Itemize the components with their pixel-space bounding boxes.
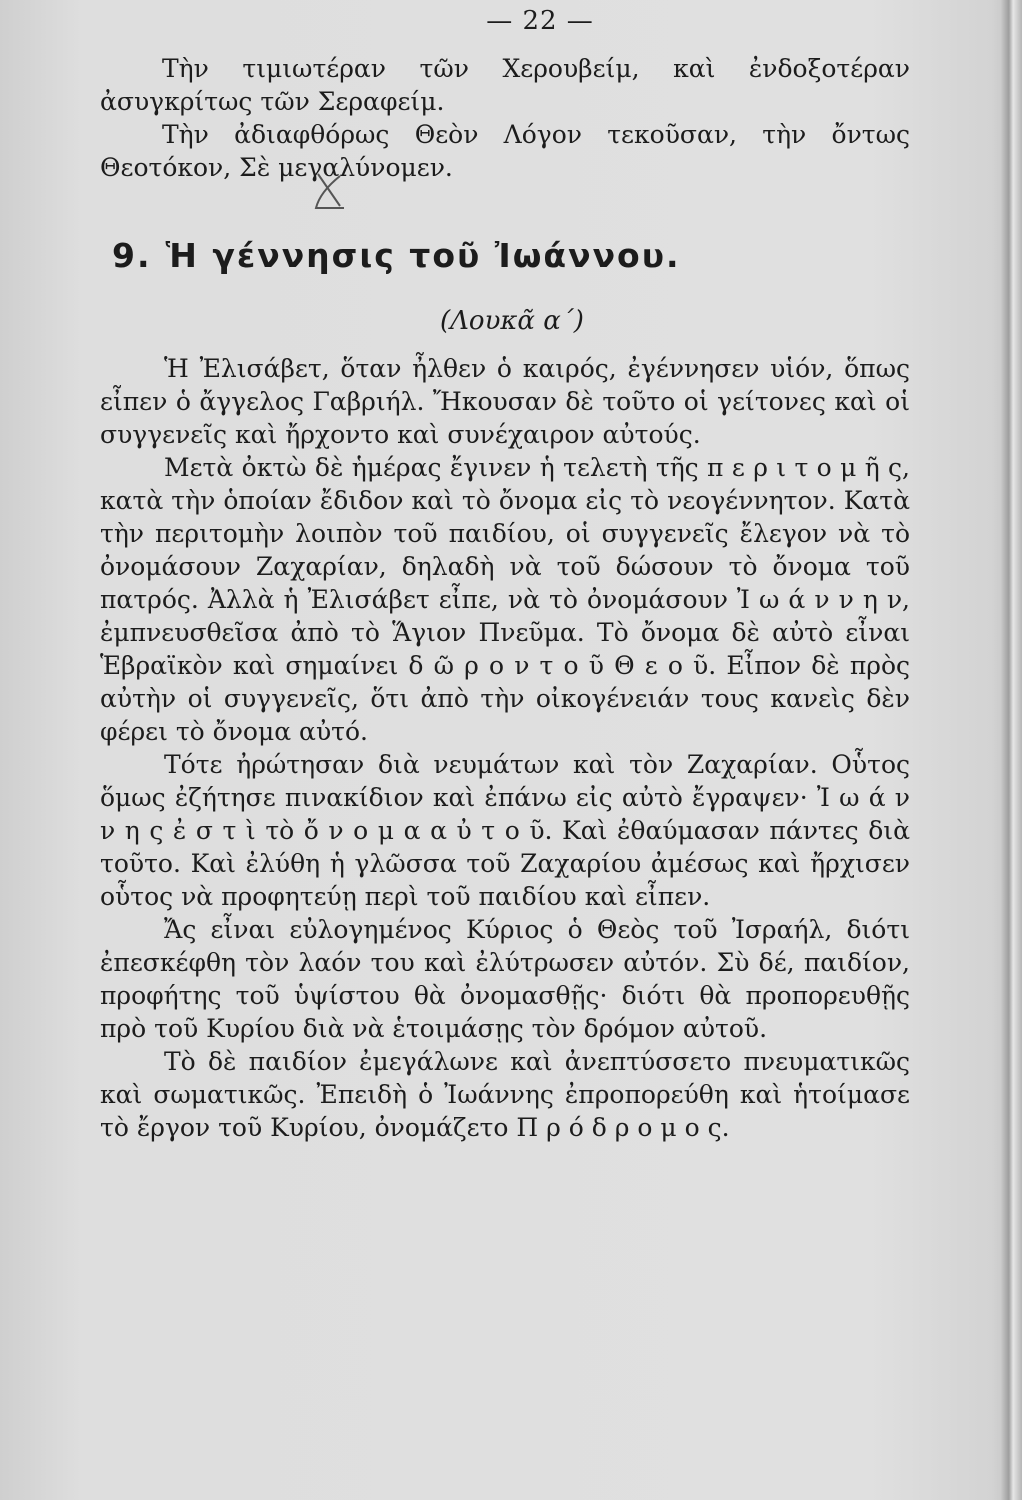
intro-paragraph: Τὴν τιμιωτέραν τῶν Χερουβείμ, καὶ ἐνδοξοτέραν ἀσυγκρίτως τῶν Σεραφείμ. <box>100 54 910 116</box>
body-paragraph: Ἄς εἶναι εὐλογημένος Κύριος ὁ Θεὸς τοῦ Ἰσραήλ, διότι ἐπεσκέφθη τὸν λαόν του καὶ ἐλύτρωσεν αὐτόν. Σὺ δέ, παιδίον, προφήτης τοῦ ὑψίστου θὰ ὀνομασθῇς· διότι θὰ προπορευθῇς πρὸ τοῦ Κυρίου διὰ νὰ ἑτοιμάσῃς τὸν δρόμον αὐτοῦ. <box>100 915 910 1043</box>
intro-text <box>100 52 910 184</box>
body-text <box>100 352 910 1144</box>
body-paragraph: Ἡ Ἐλισάβετ, ὅταν ἦλθεν ὁ καιρός, ἐγέννησεν υἱόν, ὅπως εἶπεν ὁ ἄγγελος Γαβριήλ. Ἤκουσαν δὲ τοῦτο οἱ γείτονες καὶ οἱ συγγενεῖς καὶ ἤρχοντο καὶ συνέχαιρον αὐτούς. <box>100 354 910 449</box>
chapter-number: 9. <box>112 236 152 275</box>
body-paragraph: Μετὰ ὀκτὼ δὲ ἡμέρας ἔγινεν ἡ τελετὴ τῆς π ε ρ ι τ ο μ ῆ ς, κατὰ τὴν ὁποίαν ἔδιδον καὶ τὸ ὄνομα εἰς τὸ νεογέννητον. Κατὰ τὴν περιτομὴν λοιπὸν τοῦ παιδίου, οἱ συγγενεῖς ἔλεγον νὰ τὸ ὀνομάσουν Ζαχαρίαν, δηλαδὴ νὰ τοῦ δώσουν τὸ ὄνομα τοῦ πατρός. Ἀλλὰ ἡ Ἐλισάβετ εἶπε, νὰ τὸ ὀνομάσουν Ἰ ω ά ν ν η ν, ἐμπνευσθεῖσα ἀπὸ τὸ Ἅγιον Πνεῦμα. Τὸ ὄνομα δὲ αὐτὸ εἶναι Ἑβραϊκὸν καὶ σημαίνει δ ῶ ρ ο ν τ ο ῦ Θ ε ο ῦ. Εἶπον δὲ πρὸς αὐτὴν οἱ συγγενεῖς, ὅτι ἀπὸ τὴν οἰκογένειάν τους κανεὶς δὲν φέρει τὸ ὄνομα αὐτό. <box>100 453 910 746</box>
handwritten-mark-icon <box>310 170 350 214</box>
page-binding-edge <box>1000 0 1022 1500</box>
chapter-title: Ἡ γέννησις τοῦ Ἰωάννου. <box>165 236 681 275</box>
body-paragraph: Τότε ἠρώτησαν διὰ νευμάτων καὶ τὸν Ζαχαρίαν. Οὗτος ὅμως ἐζήτησε πινακίδιον καὶ ἐπάνω εἰς αὐτὸ ἔγραψεν· Ἰ ω ά ν ν η ς ἐ σ τ ὶ τὸ ὄ ν ο μ α α ὐ τ ο ῦ. Καὶ ἐθαύμασαν πάντες διὰ τοῦτο. Καὶ ἐλύθη ἡ γλῶσσα τοῦ Ζαχαρίου ἀμέσως καὶ ἤρχισεν οὗτος νὰ προφητεύῃ περὶ τοῦ παιδίου καὶ εἶπεν. <box>100 750 910 911</box>
source-reference: (Λουκᾶ α΄) <box>440 306 584 336</box>
chapter-heading <box>112 236 912 275</box>
body-paragraph: Τὸ δὲ παιδίον ἐμεγάλωνε καὶ ἀνεπτύσσετο πνευματικῶς καὶ σωματικῶς. Ἐπειδὴ ὁ Ἰωάννης ἐπροπορεύθη καὶ ἡτοίμασε τὸ ἔργον τοῦ Κυρίου, ὀνομάζετο Π ρ ό δ ρ ο μ ο ς. <box>100 1047 910 1142</box>
intro-paragraph: Τὴν ἀδιαφθόρως Θεὸν Λόγον τεκοῦσαν, τὴν ὄντως Θεοτόκον, Σὲ μεγαλύνομεν. <box>100 120 910 182</box>
page-number: — 22 — <box>486 6 594 36</box>
